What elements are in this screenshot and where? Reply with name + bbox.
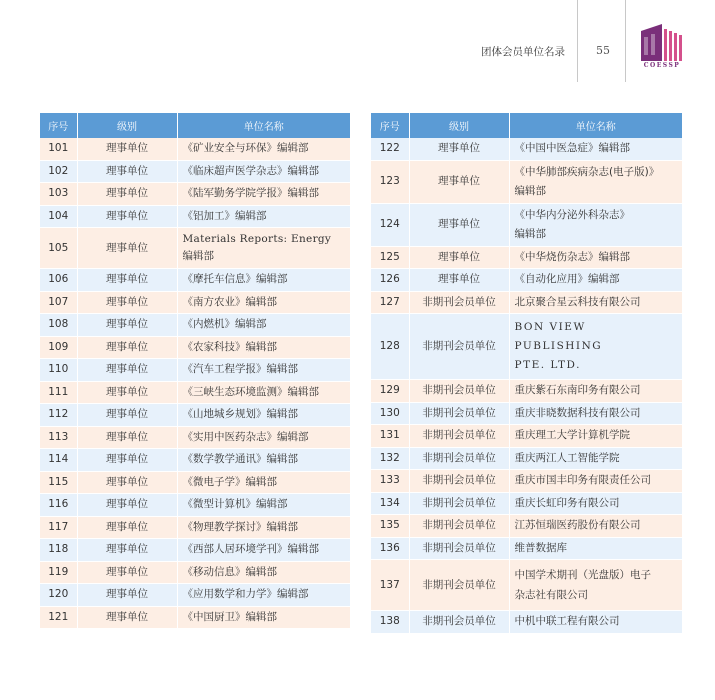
- table-row: [371, 425, 682, 448]
- row-level: 非期刊会员单位: [409, 611, 509, 634]
- row-unit-name: 重庆两江人工智能学院: [509, 447, 682, 470]
- table-row: [371, 560, 682, 611]
- row-index: 130: [371, 402, 409, 425]
- table-row: [371, 203, 682, 246]
- row-unit-name-line1: 《中华肺部疾病杂志(电子版)》: [514, 165, 660, 178]
- row-index: 118: [40, 539, 77, 562]
- row-unit-name-line2: 编辑部: [182, 250, 214, 262]
- logo-text: COESSP: [643, 62, 681, 69]
- row-unit-name-line2: 编辑部: [514, 227, 546, 240]
- table-row: [371, 380, 682, 403]
- row-unit-name: [177, 228, 350, 269]
- table-row: [371, 314, 682, 380]
- row-level: 理事单位: [77, 561, 177, 584]
- row-index: 113: [40, 426, 77, 449]
- row-index: 119: [40, 561, 77, 584]
- row-index: 112: [40, 404, 77, 427]
- table-row: [40, 539, 350, 562]
- row-index: 109: [40, 336, 77, 359]
- row-index: 124: [371, 203, 409, 246]
- row-level: 理事单位: [77, 359, 177, 382]
- row-index: 106: [40, 269, 77, 292]
- header-unit-name: 单位名称: [177, 113, 350, 138]
- table-row: [40, 561, 350, 584]
- header-index: 序号: [371, 113, 409, 138]
- row-index: 115: [40, 471, 77, 494]
- row-level: 非期刊会员单位: [409, 314, 509, 380]
- table-row: [40, 138, 350, 160]
- table-row: [371, 269, 682, 292]
- row-level: 理事单位: [77, 494, 177, 517]
- table-row: [40, 228, 350, 269]
- row-index: 105: [40, 228, 77, 269]
- row-unit-name-line1: BON VIEW PUBLISHING: [514, 321, 603, 352]
- row-index: 110: [40, 359, 77, 382]
- row-level: 理事单位: [77, 336, 177, 359]
- row-index: 104: [40, 205, 77, 228]
- row-unit-name: 《南方农业》编辑部: [177, 291, 350, 314]
- row-level: 理事单位: [77, 138, 177, 160]
- row-level: 理事单位: [77, 269, 177, 292]
- row-level: 非期刊会员单位: [409, 291, 509, 314]
- row-index: 103: [40, 183, 77, 206]
- row-level: 理事单位: [409, 160, 509, 203]
- table-row: [40, 336, 350, 359]
- row-level: 理事单位: [409, 138, 509, 160]
- table-row: [40, 494, 350, 517]
- table-row: [40, 606, 350, 629]
- row-unit-name-line1: 《中华内分泌外科杂志》: [514, 208, 630, 221]
- row-unit-name: 重庆紫石东南印务有限公司: [509, 380, 682, 403]
- row-level: 理事单位: [77, 228, 177, 269]
- table-row: [40, 269, 350, 292]
- row-unit-name: 《农家科技》编辑部: [177, 336, 350, 359]
- row-level: 理事单位: [77, 291, 177, 314]
- row-index: 126: [371, 269, 409, 292]
- row-level: 理事单位: [77, 516, 177, 539]
- table-header-row: [371, 113, 682, 138]
- row-index: 129: [371, 380, 409, 403]
- row-index: 127: [371, 291, 409, 314]
- table-row: [40, 426, 350, 449]
- row-unit-name-line2: 杂志社有限公司: [514, 589, 588, 601]
- row-unit-name: 《内燃机》编辑部: [177, 314, 350, 337]
- header-unit-name: 单位名称: [509, 113, 682, 138]
- table-row: [371, 515, 682, 538]
- header-level: 级别: [409, 113, 509, 138]
- row-level: 理事单位: [77, 404, 177, 427]
- left-member-table: [40, 113, 350, 629]
- table-row: [40, 359, 350, 382]
- row-index: 125: [371, 246, 409, 269]
- header-divider-left: [577, 0, 578, 82]
- row-index: 132: [371, 447, 409, 470]
- row-unit-name: 《矿业安全与环保》编辑部: [177, 138, 350, 160]
- row-unit-name: 《微电子学》编辑部: [177, 471, 350, 494]
- row-level: 理事单位: [409, 269, 509, 292]
- row-unit-name: [509, 560, 682, 611]
- row-index: 133: [371, 470, 409, 493]
- row-unit-name: 《自动化应用》编辑部: [509, 269, 682, 292]
- row-level: 理事单位: [77, 426, 177, 449]
- row-unit-name: 重庆理工大学计算机学院: [509, 425, 682, 448]
- header-level: 级别: [77, 113, 177, 138]
- table-row: [40, 381, 350, 404]
- row-unit-name: 《临床超声医学杂志》编辑部: [177, 160, 350, 183]
- row-level: 理事单位: [77, 183, 177, 206]
- row-unit-name: 《中国中医急症》编辑部: [509, 138, 682, 160]
- row-index: 102: [40, 160, 77, 183]
- row-unit-name: 《中国厨卫》编辑部: [177, 606, 350, 629]
- table-row: [371, 291, 682, 314]
- row-index: 121: [40, 606, 77, 629]
- header-divider-right: [625, 0, 626, 82]
- row-level: 理事单位: [77, 314, 177, 337]
- header-index: 序号: [40, 113, 77, 138]
- row-level: 理事单位: [77, 471, 177, 494]
- row-level: 非期刊会员单位: [409, 447, 509, 470]
- table-row: [371, 160, 682, 203]
- row-unit-name: [509, 160, 682, 203]
- table-row: [40, 183, 350, 206]
- row-unit-name: [509, 314, 682, 380]
- table-row: [371, 470, 682, 493]
- table-row: [371, 447, 682, 470]
- row-level: 理事单位: [77, 160, 177, 183]
- row-unit-name-line2: 编辑部: [514, 184, 546, 197]
- table-row: [40, 404, 350, 427]
- row-index: 114: [40, 449, 77, 472]
- table-row: [371, 402, 682, 425]
- row-unit-name: 《物理教学探讨》编辑部: [177, 516, 350, 539]
- table-header-row: [40, 113, 350, 138]
- row-unit-name: 《汽车工程学报》编辑部: [177, 359, 350, 382]
- row-index: 101: [40, 138, 77, 160]
- row-index: 107: [40, 291, 77, 314]
- row-unit-name: 《实用中医药杂志》编辑部: [177, 426, 350, 449]
- row-unit-name: 《铝加工》编辑部: [177, 205, 350, 228]
- row-index: 128: [371, 314, 409, 380]
- row-level: 非期刊会员单位: [409, 560, 509, 611]
- table-row: [40, 584, 350, 607]
- row-index: 116: [40, 494, 77, 517]
- row-unit-name: 重庆非晓数据科技有限公司: [509, 402, 682, 425]
- row-index: 137: [371, 560, 409, 611]
- row-level: 非期刊会员单位: [409, 402, 509, 425]
- page-number: 55: [596, 44, 610, 57]
- row-unit-name: 《西部人居环境学刊》编辑部: [177, 539, 350, 562]
- row-unit-name: 《应用数学和力学》编辑部: [177, 584, 350, 607]
- table-row: [371, 492, 682, 515]
- row-unit-name: 中机中联工程有限公司: [509, 611, 682, 634]
- row-unit-name-line2: PTE. LTD.: [514, 359, 581, 371]
- row-index: 138: [371, 611, 409, 634]
- row-level: 非期刊会员单位: [409, 492, 509, 515]
- row-level: 非期刊会员单位: [409, 515, 509, 538]
- row-level: 非期刊会员单位: [409, 470, 509, 493]
- row-level: 理事单位: [77, 539, 177, 562]
- row-unit-name-line1: 中国学术期刊（光盘版）电子: [514, 569, 651, 581]
- right-member-table: [371, 113, 682, 634]
- row-unit-name: 江苏恒瑞医药股份有限公司: [509, 515, 682, 538]
- row-index: 108: [40, 314, 77, 337]
- row-unit-name-line1: Materials Reports: Energy: [182, 233, 332, 245]
- row-level: 理事单位: [77, 584, 177, 607]
- table-row: [40, 516, 350, 539]
- row-level: 理事单位: [77, 381, 177, 404]
- table-row: [371, 611, 682, 634]
- row-unit-name: 《移动信息》编辑部: [177, 561, 350, 584]
- row-unit-name: 《数学教学通讯》编辑部: [177, 449, 350, 472]
- table-row: [40, 314, 350, 337]
- row-unit-name: 《三峡生态环境监测》编辑部: [177, 381, 350, 404]
- row-level: 非期刊会员单位: [409, 537, 509, 560]
- row-index: 134: [371, 492, 409, 515]
- row-unit-name: 重庆市国丰印务有限责任公司: [509, 470, 682, 493]
- table-row: [40, 291, 350, 314]
- table-row: [40, 160, 350, 183]
- table-row: [371, 138, 682, 160]
- row-level: 理事单位: [77, 449, 177, 472]
- row-unit-name: [509, 203, 682, 246]
- row-unit-name: 北京聚合星云科技有限公司: [509, 291, 682, 314]
- table-row: [40, 471, 350, 494]
- row-level: 理事单位: [409, 246, 509, 269]
- table-row: [371, 246, 682, 269]
- row-unit-name: 《摩托车信息》编辑部: [177, 269, 350, 292]
- row-level: 理事单位: [77, 205, 177, 228]
- row-unit-name: 《中华烧伤杂志》编辑部: [509, 246, 682, 269]
- row-unit-name: 《陆军勤务学院学报》编辑部: [177, 183, 350, 206]
- row-index: 122: [371, 138, 409, 160]
- table-row: [40, 449, 350, 472]
- row-index: 131: [371, 425, 409, 448]
- row-index: 117: [40, 516, 77, 539]
- row-level: 理事单位: [77, 606, 177, 629]
- row-index: 120: [40, 584, 77, 607]
- page-header-title: 团体会员单位名录: [481, 46, 565, 58]
- row-level: 非期刊会员单位: [409, 380, 509, 403]
- row-index: 136: [371, 537, 409, 560]
- row-level: 非期刊会员单位: [409, 425, 509, 448]
- row-index: 123: [371, 160, 409, 203]
- row-unit-name: 维普数据库: [509, 537, 682, 560]
- table-row: [40, 205, 350, 228]
- table-row: [371, 537, 682, 560]
- row-unit-name: 《山地城乡规划》编辑部: [177, 404, 350, 427]
- row-index: 111: [40, 381, 77, 404]
- row-index: 135: [371, 515, 409, 538]
- row-unit-name: 《微型计算机》编辑部: [177, 494, 350, 517]
- row-unit-name: 重庆长虹印务有限公司: [509, 492, 682, 515]
- row-level: 理事单位: [409, 203, 509, 246]
